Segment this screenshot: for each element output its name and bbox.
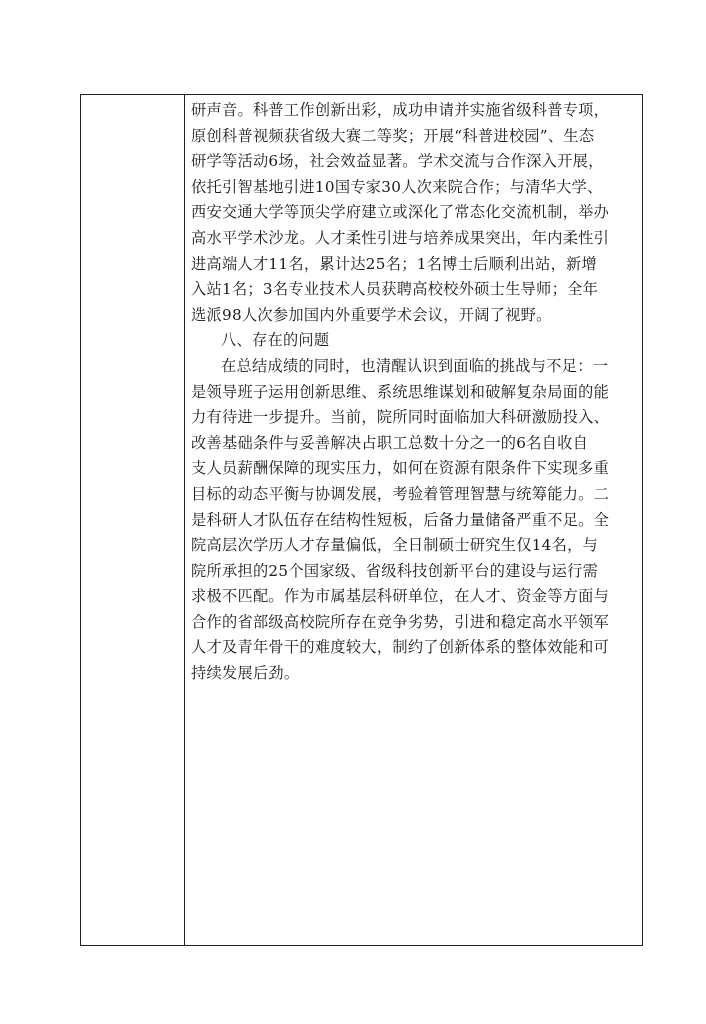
text-line: 入站1名；3名专业技术人员获聘高校校外硕士生导师；全年	[191, 280, 599, 299]
text-line: 是科研人才队伍存在结构性短板，后备力量储备严重不足。全	[191, 510, 610, 529]
text-line: 进高端人才11名，累计达25名；1名博士后顺利出站，新增	[191, 254, 598, 273]
text-line: 人才及青年骨干的难度较大，制约了创新体系的整体效能和可	[191, 638, 610, 657]
text-line: 高水平学术沙龙。人才柔性引进与培养成果突出，年内柔性引	[191, 228, 610, 247]
text-line: 改善基础条件与妥善解决占职工总数十分之一的6名自收自	[191, 433, 589, 452]
report-table	[80, 94, 643, 946]
text-line: 研学等活动6场，社会效益显著。学术交流与合作深入开展，	[191, 152, 604, 171]
text-line: 原创科普视频获省级大赛二等奖；开展“科普进校园”、生态	[191, 126, 595, 145]
text-line: 力有待进一步提升。当前，院所同时面临加大科研激励投入、	[191, 408, 610, 427]
table-content-cell	[191, 98, 639, 687]
text-line: 求极不匹配。作为市属基层科研单位，在人才、资金等方面与	[191, 587, 610, 606]
text-line: 院所承担的25个国家级、省级科技创新平台的建设与运行需	[191, 561, 599, 580]
text-line: 合作的省部级高校院所存在竞争劣势，引进和稳定高水平领军	[191, 612, 610, 631]
text-line: 选派98人次参加国内外重要学术会议，开阔了视野。	[191, 305, 552, 324]
text-line: 目标的动态平衡与协调发展，考验着管理智慧与统筹能力。二	[191, 484, 610, 503]
text-line: 持续发展后劲。	[191, 664, 300, 683]
text-line: 研声音。科普工作创新出彩，成功申请并实施省级科普专项，	[191, 101, 610, 119]
table-label-column	[81, 95, 185, 945]
text-line: 西安交通大学等顶尖学府建立或深化了常态化交流机制，举办	[191, 203, 610, 222]
text-line: 院高层次学历人才存量偏低，全日制硕士研究生仅14名，与	[191, 536, 599, 555]
text-line: 支人员薪酬保障的现实压力，如何在资源有限条件下实现多重	[191, 459, 610, 478]
text-line: 是领导班子运用创新思维、系统思维谋划和破解复杂局面的能	[191, 382, 610, 401]
section-heading: 八、存在的问题	[221, 331, 330, 350]
text-line: 在总结成绩的同时，也清醒认识到面临的挑战与不足：一	[221, 356, 609, 375]
text-line: 依托引智基地引进10国专家30人次来院合作；与清华大学、	[191, 177, 603, 196]
